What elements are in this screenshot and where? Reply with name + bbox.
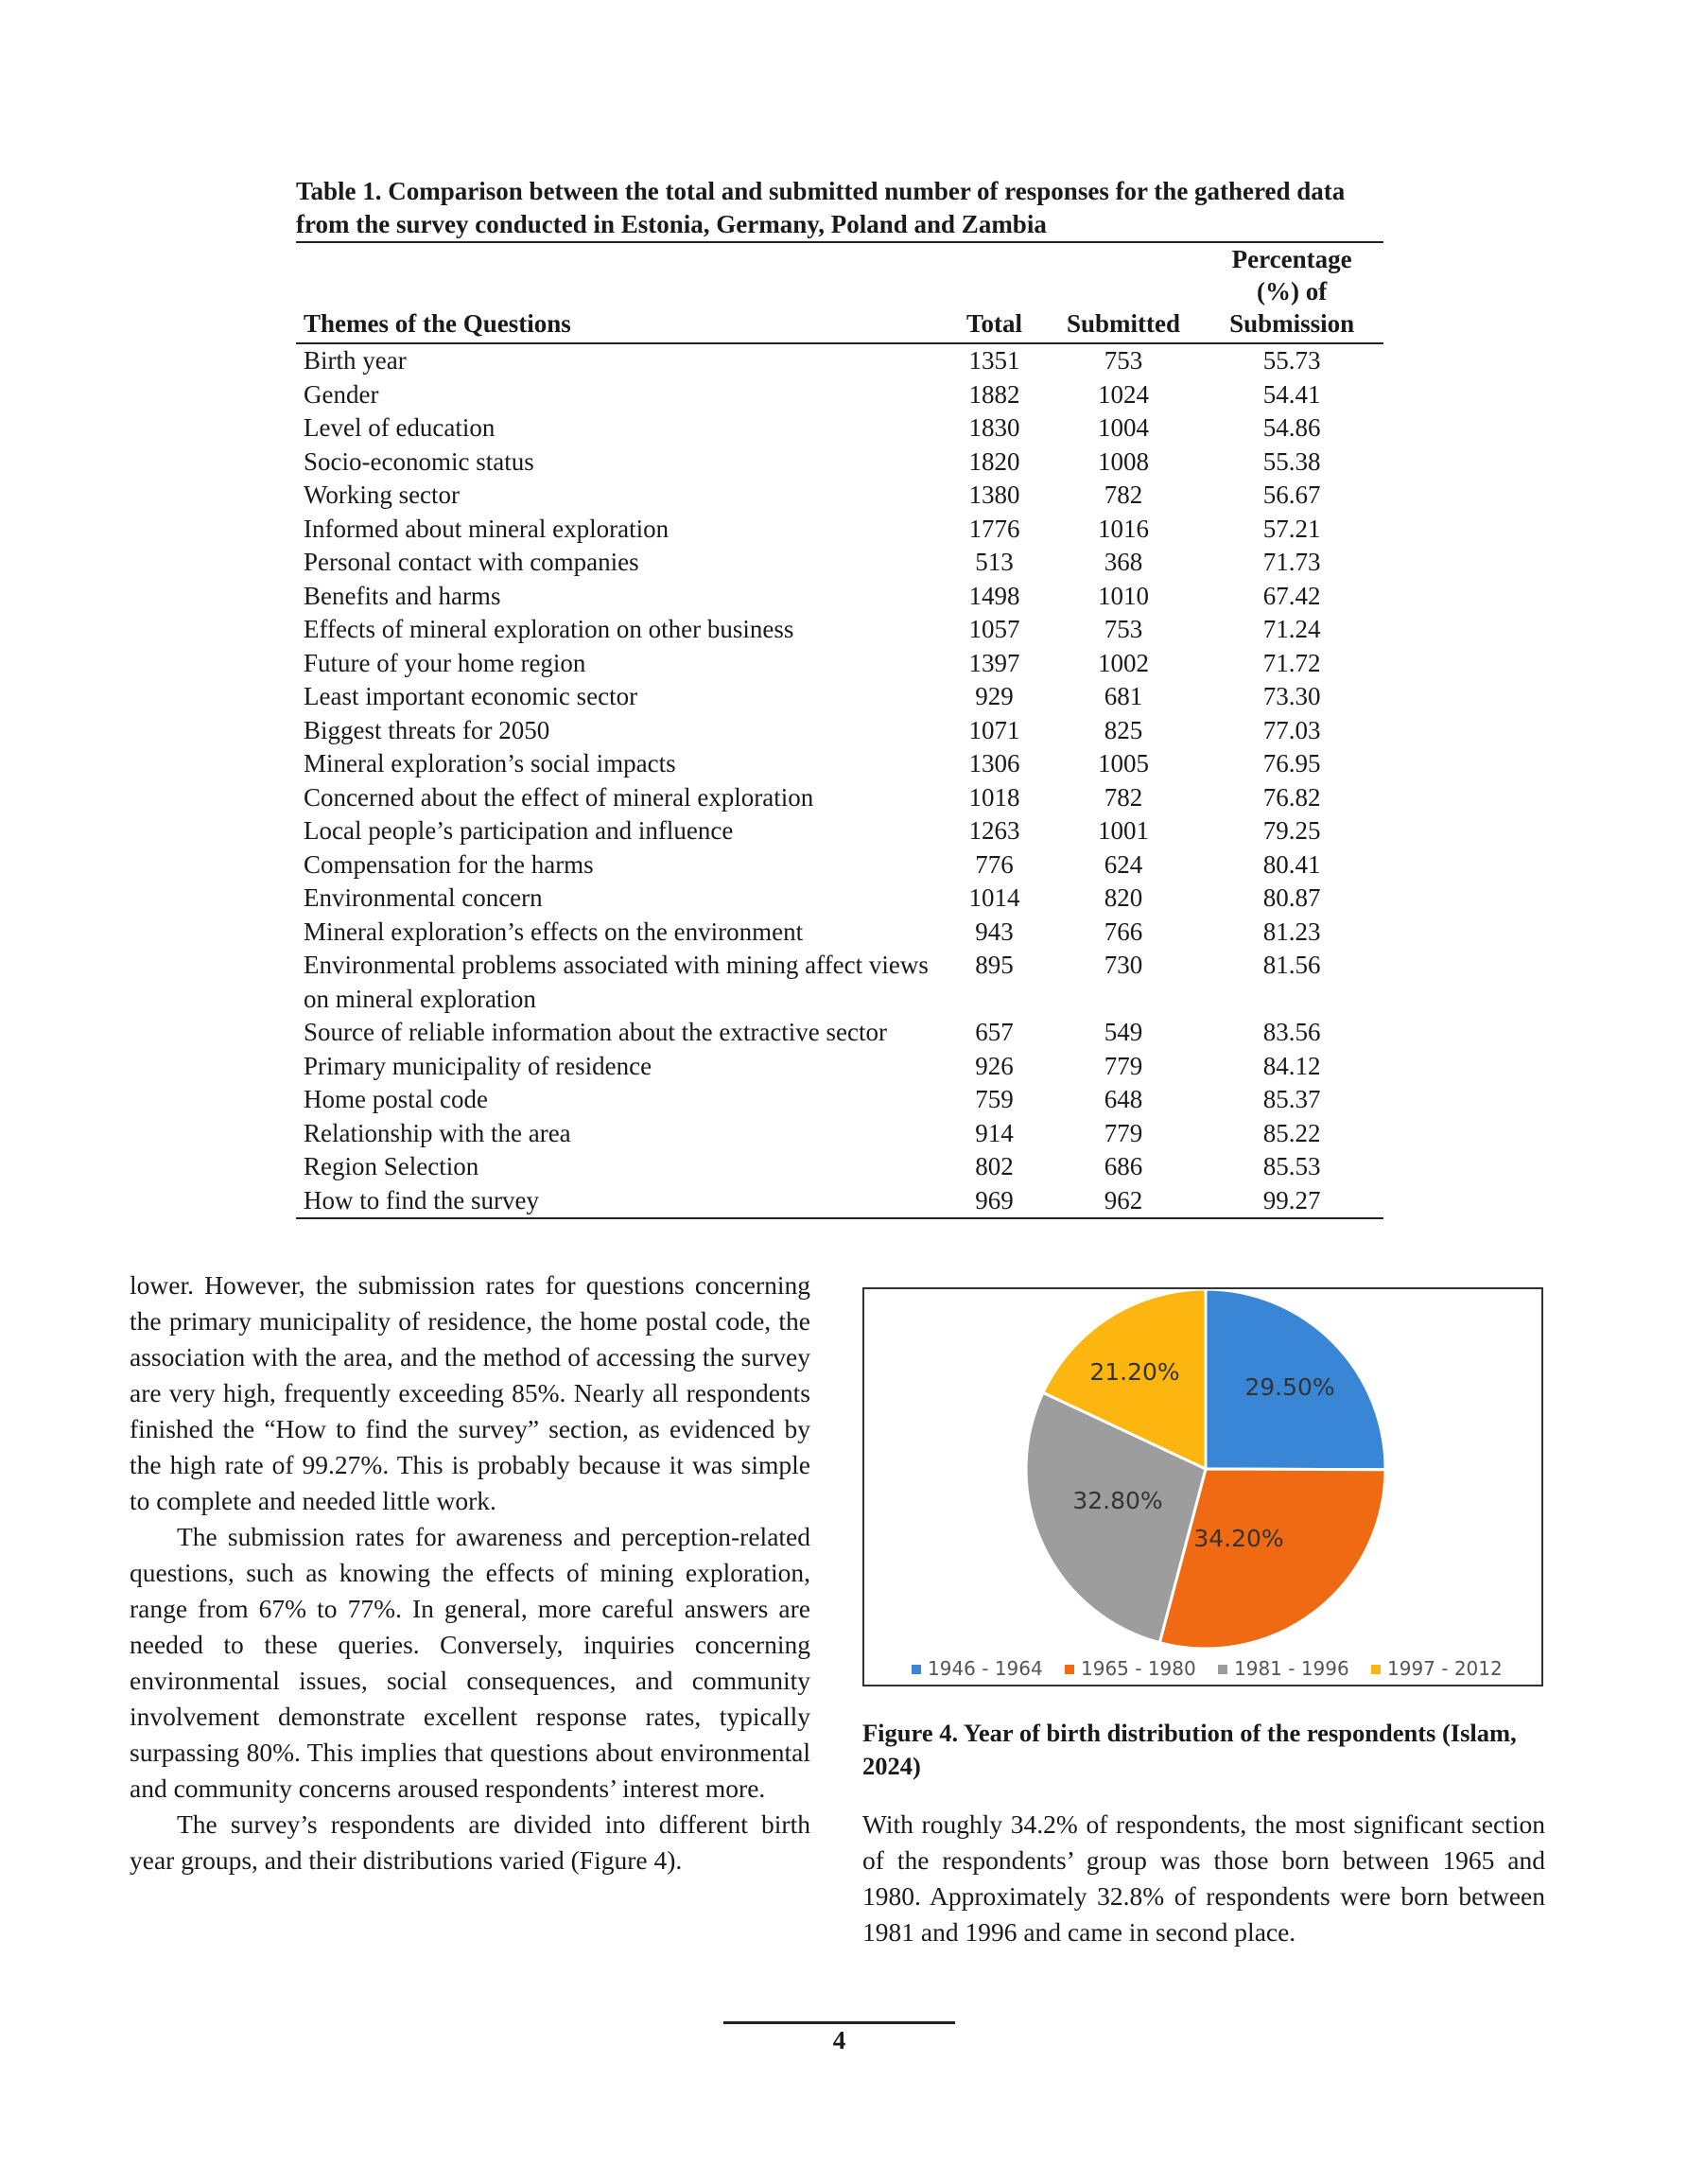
legend-swatch (1371, 1665, 1381, 1674)
cell-submitted: 1016 (1097, 514, 1149, 543)
cell-theme: Least important economic sector (304, 682, 638, 710)
cell-submitted: 779 (1104, 1118, 1143, 1147)
cell-submitted: 549 (1104, 1018, 1143, 1046)
cell-submitted: 782 (1104, 480, 1143, 509)
cell-total: 1820 (968, 446, 1020, 476)
cell-theme: Home postal code (304, 1085, 488, 1113)
cell-total: 657 (975, 1018, 1014, 1046)
table-row (296, 1050, 1383, 1084)
table-row (296, 1016, 1383, 1050)
cell-submitted: 820 (1104, 883, 1143, 912)
cell-total: 929 (975, 682, 1014, 710)
cell-submitted: 1005 (1097, 749, 1149, 778)
cell-theme: Socio-economic status (304, 446, 534, 476)
cell-total: 969 (975, 1185, 1014, 1214)
cell-total: 1830 (968, 413, 1020, 442)
cell-total: 1498 (968, 581, 1020, 610)
cell-total: 926 (975, 1051, 1014, 1080)
cell-theme: Working sector (304, 480, 461, 509)
cell-theme: Future of your home region (304, 648, 586, 677)
cell-total: 1057 (968, 615, 1020, 643)
legend-label: 1997 - 2012 (1387, 1657, 1503, 1680)
table-row (296, 378, 1383, 412)
pie-chart-figure (862, 1287, 1543, 1686)
page-number: 4 (832, 2026, 846, 2054)
cell-theme: How to find the survey (304, 1185, 539, 1214)
table-row (296, 479, 1383, 513)
cell-percentage: 99.27 (1262, 1185, 1321, 1214)
cell-percentage: 67.42 (1262, 581, 1321, 610)
slice-label: 34.20% (1193, 1525, 1284, 1552)
table-row (296, 613, 1383, 647)
table-row (296, 916, 1383, 950)
table-row (296, 580, 1383, 614)
cell-total: 1882 (968, 379, 1020, 409)
table-row (296, 411, 1383, 446)
responses-table (296, 241, 1383, 1219)
cell-percentage: 85.37 (1262, 1085, 1321, 1113)
cell-percentage: 80.87 (1262, 883, 1321, 912)
cell-total: 1263 (968, 816, 1020, 845)
cell-submitted: 1001 (1097, 816, 1149, 845)
cell-theme: Birth year (304, 346, 407, 375)
header-percentage-line2: (%) of (1257, 277, 1328, 306)
table-row (296, 513, 1383, 547)
table-row (296, 848, 1383, 882)
slice-label: 29.50% (1244, 1373, 1335, 1401)
header-percentage-line1: Percentage (1231, 245, 1352, 273)
cell-submitted: 1002 (1097, 648, 1149, 677)
cell-total: 895 (975, 951, 1014, 979)
table-row (296, 1117, 1383, 1151)
table-row (296, 680, 1383, 714)
paragraph: With roughly 34.2% of respondents, the most significant section of the respondents’ group was those born between 1965 and 1980. Approximately 32.8% of respondents were born between 1981 and 1996 and came in second place. (862, 1809, 1545, 1947)
cell-submitted: 766 (1104, 917, 1143, 946)
cell-theme: Concerned about the effect of mineral exploration (304, 782, 814, 812)
paragraph: The submission rates for awareness and perception-related questions, such as knowing the effects of mining exploration, range from 67% to 77%. In general, more careful answers are needed to these queries. Conversely, inquiries concerning environmental issues, social consequences, and community involvement demonstrate excellent response rates, typically surpassing 80%. This implies that questions about environmental and community concerns aroused respondents’ interest more. (130, 1522, 810, 1803)
cell-submitted: 1008 (1097, 446, 1149, 476)
legend-label: 1965 - 1980 (1081, 1657, 1196, 1680)
table-header-row (296, 242, 1383, 343)
table-body (296, 343, 1383, 1218)
header-total: Total (966, 309, 1023, 338)
header-submitted: Submitted (1066, 309, 1180, 338)
cell-total: 776 (975, 849, 1014, 879)
cell-submitted: 686 (1104, 1152, 1143, 1180)
cell-submitted: 624 (1104, 849, 1143, 879)
cell-total: 1014 (968, 883, 1020, 912)
cell-total: 1397 (968, 648, 1020, 677)
cell-total: 1306 (968, 749, 1020, 778)
slice-label: 21.20% (1089, 1358, 1180, 1386)
figure-caption: Figure 4. Year of birth distribution of the respondents (Islam, 2024) (862, 1719, 1517, 1780)
cell-submitted: 730 (1104, 951, 1143, 979)
cell-theme: Biggest threats for 2050 (304, 715, 550, 744)
table-row (296, 647, 1383, 681)
table-row (296, 714, 1383, 748)
cell-theme: Environmental problems associated with mining affect views on mineral exploration (304, 951, 929, 1013)
table-row (296, 781, 1383, 815)
cell-theme: Compensation for the harms (304, 849, 594, 879)
cell-submitted: 825 (1104, 715, 1143, 744)
cell-theme: Level of education (304, 413, 496, 442)
cell-total: 759 (975, 1085, 1014, 1113)
legend-label: 1981 - 1996 (1234, 1657, 1349, 1680)
cell-theme: Source of reliable information about the extractive sector (304, 1018, 888, 1046)
cell-percentage: 73.30 (1262, 682, 1321, 710)
cell-theme: Region Selection (304, 1152, 479, 1180)
cell-percentage: 71.24 (1262, 615, 1321, 643)
footer-rule (723, 2021, 955, 2024)
cell-submitted: 962 (1104, 1185, 1143, 1214)
cell-percentage: 81.56 (1262, 951, 1321, 979)
cell-total: 1380 (968, 480, 1020, 509)
cell-submitted: 368 (1104, 548, 1143, 576)
paragraph: lower. However, the submission rates for questions concerning the primary municipality of residence, the home postal code, the association with the area, and the method of accessing the survey are very high, frequently exceeding 85%. Nearly all respondents finished the “How to find the survey” section, as evidenced by the high rate of 99.27%. This is probably because it was simple to complete and needed little work. (130, 1270, 810, 1515)
header-themes: Themes of the Questions (304, 309, 571, 338)
cell-theme: Relationship with the area (304, 1118, 571, 1147)
cell-percentage: 80.41 (1262, 849, 1321, 879)
cell-percentage: 57.21 (1262, 514, 1321, 543)
legend-swatch (1218, 1665, 1227, 1674)
cell-percentage: 85.22 (1262, 1118, 1321, 1147)
cell-percentage: 55.38 (1262, 446, 1321, 476)
cell-theme: Mineral exploration’s social impacts (304, 749, 676, 778)
cell-percentage: 71.72 (1262, 648, 1321, 677)
cell-percentage: 84.12 (1262, 1051, 1321, 1080)
cell-submitted: 753 (1104, 615, 1143, 643)
cell-submitted: 1004 (1097, 413, 1149, 442)
legend-swatch (912, 1665, 921, 1674)
legend-label: 1946 - 1964 (928, 1657, 1043, 1680)
table-row (296, 747, 1383, 781)
cell-percentage: 76.95 (1262, 749, 1321, 778)
cell-total: 1351 (968, 346, 1020, 375)
cell-percentage: 85.53 (1262, 1152, 1321, 1180)
cell-total: 802 (975, 1152, 1014, 1180)
cell-percentage: 54.86 (1262, 413, 1321, 442)
left-column-text (130, 1267, 810, 1878)
cell-total: 914 (975, 1118, 1014, 1147)
table-row (296, 1150, 1383, 1184)
cell-submitted: 753 (1104, 346, 1143, 375)
table-row (296, 446, 1383, 480)
cell-percentage: 56.67 (1262, 480, 1321, 509)
cell-total: 943 (975, 917, 1014, 946)
pie-chart (864, 1289, 1541, 1685)
cell-percentage: 77.03 (1262, 715, 1321, 744)
right-column-text (862, 1807, 1545, 1950)
cell-percentage: 76.82 (1262, 782, 1321, 812)
cell-theme: Benefits and harms (304, 581, 501, 610)
cell-theme: Mineral exploration’s effects on the environment (304, 917, 804, 946)
cell-submitted: 779 (1104, 1051, 1143, 1080)
header-percentage-line3: Submission (1229, 309, 1355, 338)
cell-percentage: 79.25 (1262, 816, 1321, 845)
slice-label: 32.80% (1072, 1487, 1163, 1514)
cell-total: 513 (975, 548, 1014, 576)
cell-percentage: 55.73 (1262, 346, 1321, 375)
legend-swatch (1065, 1665, 1074, 1674)
cell-total: 1018 (968, 782, 1020, 812)
header-percentage (1200, 242, 1383, 343)
cell-total: 1071 (968, 715, 1020, 744)
cell-percentage: 54.41 (1262, 379, 1321, 409)
cell-theme: Environmental concern (304, 883, 543, 912)
table-row (296, 1184, 1383, 1219)
cell-percentage: 71.73 (1262, 548, 1321, 576)
table-row (296, 546, 1383, 580)
cell-theme: Gender (304, 379, 379, 409)
cell-submitted: 1024 (1097, 379, 1149, 409)
paragraph: The survey’s respondents are divided into different birth year groups, and their distributions varied (Figure 4). (130, 1809, 810, 1875)
cell-theme: Informed about mineral exploration (304, 514, 670, 543)
cell-theme: Personal contact with companies (304, 548, 639, 576)
cell-submitted: 782 (1104, 782, 1143, 812)
table-row (296, 1083, 1383, 1117)
table-caption: Table 1. Comparison between the total and submitted number of responses for the gathered data from the survey conducted in Estonia, Germany, Poland and Zambia (296, 177, 1346, 238)
cell-submitted: 648 (1104, 1085, 1143, 1113)
cell-percentage: 83.56 (1262, 1018, 1321, 1046)
table-row (296, 343, 1383, 378)
cell-theme: Effects of mineral exploration on other business (304, 615, 794, 643)
cell-theme: Local people’s participation and influence (304, 816, 734, 845)
cell-theme: Primary municipality of residence (304, 1051, 652, 1080)
cell-submitted: 681 (1104, 682, 1143, 710)
cell-total: 1776 (968, 514, 1020, 543)
table-row (296, 949, 1383, 1016)
cell-percentage: 81.23 (1262, 917, 1321, 946)
table-row (296, 814, 1383, 848)
cell-submitted: 1010 (1097, 581, 1149, 610)
table-row (296, 882, 1383, 916)
